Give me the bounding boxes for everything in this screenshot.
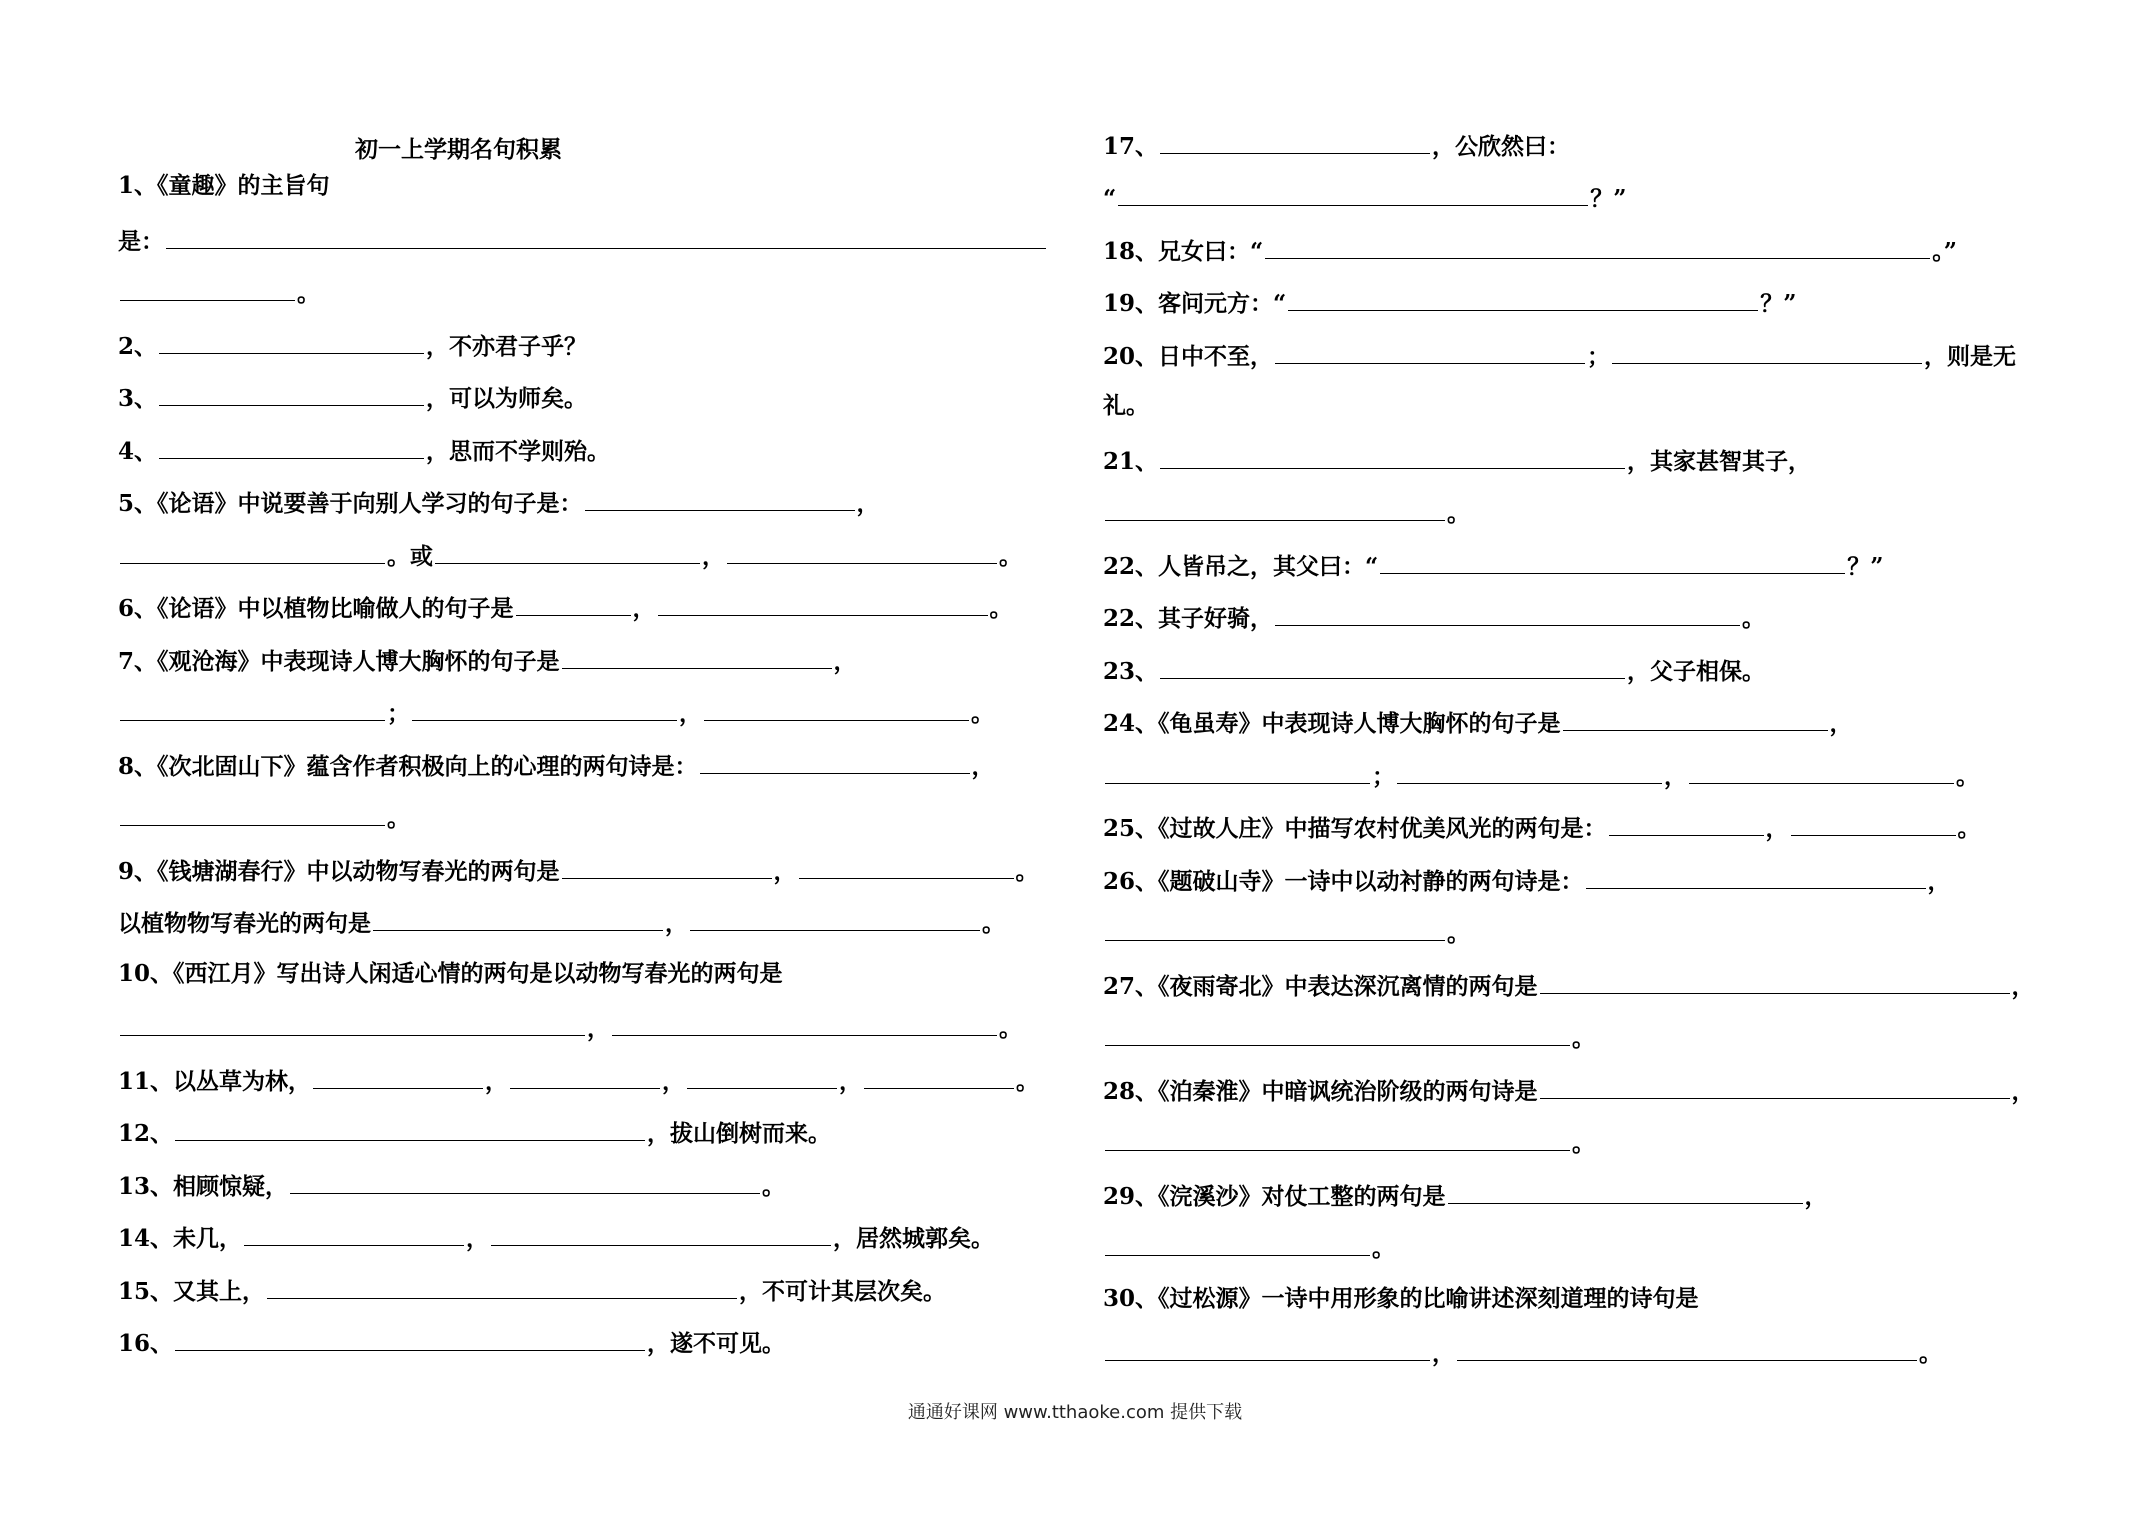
answer-blank[interactable] <box>1105 1335 1430 1361</box>
question-text: ， <box>2011 973 2035 1000</box>
answer-blank[interactable] <box>516 590 631 616</box>
answer-blank[interactable] <box>1105 915 1445 941</box>
question-text: 14、未几， <box>118 1225 243 1252</box>
answer-blank[interactable] <box>1689 758 1954 784</box>
question-text: 1、《童趣》的主旨句 <box>118 172 330 199</box>
question-text: ， <box>587 1015 610 1042</box>
question-line <box>1103 1230 1395 1265</box>
question-text: ，遂不可见。 <box>647 1330 786 1357</box>
answer-blank[interactable] <box>1540 1073 2010 1099</box>
answer-blank[interactable] <box>412 695 677 721</box>
question-text: 。” <box>1932 238 1957 265</box>
question-text: 。 <box>1572 1130 1595 1157</box>
answer-blank[interactable] <box>562 643 832 669</box>
question-text: ， <box>485 1068 509 1095</box>
question-text: 13、相顾惊疑， <box>118 1173 289 1200</box>
question-text: ， <box>665 910 688 937</box>
question-text: ， <box>662 1068 686 1095</box>
question-text: 16、 <box>118 1330 174 1357</box>
question-line <box>118 695 994 730</box>
question-line <box>1103 128 1570 163</box>
question-line <box>118 223 1048 258</box>
question-line <box>118 538 1022 573</box>
answer-blank[interactable] <box>373 905 663 931</box>
question-text: 。 <box>989 595 1013 622</box>
question-line <box>1103 495 1470 530</box>
question-text: 礼。 <box>1103 392 1149 419</box>
question-text: 。 <box>1572 1025 1595 1052</box>
question-text: ， <box>1804 1183 1828 1210</box>
question-text: 9、《钱塘湖春行》中以动物写春光的两句是 <box>118 858 560 885</box>
question-text: ？” <box>1847 553 1884 580</box>
question-line <box>1103 180 1626 215</box>
question-text: 12、 <box>118 1120 174 1147</box>
answer-blank[interactable] <box>1118 180 1588 206</box>
left-column <box>118 0 1053 1400</box>
question-text: 2、 <box>118 333 158 360</box>
question-text: 22、人皆吊之，其父曰：“ <box>1103 553 1379 580</box>
question-text: ； <box>1372 763 1395 790</box>
question-line <box>118 1220 994 1255</box>
answer-blank[interactable] <box>1105 758 1370 784</box>
question-line <box>1103 1125 1595 1160</box>
question-line <box>118 1168 785 1203</box>
question-line <box>1103 653 1765 688</box>
question-text: 8、《次北固山下》蕴含作者积极向上的心理的两句诗是： <box>118 753 698 780</box>
question-text: ？” <box>1590 185 1627 212</box>
answer-blank[interactable] <box>799 853 1014 879</box>
question-text: 。 <box>1956 763 1979 790</box>
question-text: 。 <box>971 700 994 727</box>
answer-blank[interactable] <box>166 223 1046 249</box>
answer-blank[interactable] <box>1612 338 1922 364</box>
answer-blank[interactable] <box>1586 863 1926 889</box>
question-text: 28、《泊秦淮》中暗讽统治阶级的两句诗是 <box>1103 1078 1538 1105</box>
question-text: ， <box>1664 763 1687 790</box>
question-text: 。 <box>1015 858 1039 885</box>
question-line <box>1103 1073 2035 1108</box>
question-text: ？” <box>1760 290 1797 317</box>
question-text: 18、兄女曰：“ <box>1103 238 1264 265</box>
document-title: 初一上学期名句积累 <box>355 136 562 163</box>
question-line <box>118 1010 1022 1045</box>
question-text: ， <box>773 858 797 885</box>
question-line <box>1103 338 2016 373</box>
question-line <box>118 1063 1039 1098</box>
question-text: 。 <box>387 805 410 832</box>
question-text: 10、《西江月》写出诗人闲适心情的两句是以动物写春光的两句是 <box>118 960 783 987</box>
question-line <box>118 853 1039 888</box>
question-text: 是： <box>118 228 164 255</box>
question-text: 20、日中不至， <box>1103 343 1274 370</box>
question-text: 。 <box>999 543 1022 570</box>
answer-blank[interactable] <box>175 1325 645 1351</box>
question-text: 4、 <box>118 438 158 465</box>
question-text: 。 <box>762 1173 786 1200</box>
question-line <box>118 433 610 468</box>
question-text: 26、《题破山寺》一诗中以动衬静的两句诗是： <box>1103 868 1584 895</box>
question-line <box>1103 705 1853 740</box>
question-text: 19、客问元方：“ <box>1103 290 1287 317</box>
question-text: ， <box>1765 815 1789 842</box>
question-text: ； <box>1587 343 1611 370</box>
question-text: ， <box>632 595 656 622</box>
answer-blank[interactable] <box>1160 443 1625 469</box>
answer-blank[interactable] <box>562 853 772 879</box>
answer-blank[interactable] <box>120 1010 585 1036</box>
question-text: 。 <box>999 1015 1022 1042</box>
question-text: ， <box>702 543 725 570</box>
question-text: 17、 <box>1103 133 1159 160</box>
question-line <box>118 1273 946 1308</box>
question-line <box>1103 443 1811 478</box>
answer-blank[interactable] <box>120 695 385 721</box>
answer-blank[interactable] <box>510 1063 660 1089</box>
answer-blank[interactable] <box>1160 653 1625 679</box>
answer-blank[interactable] <box>658 590 988 616</box>
question-text: ， <box>971 753 995 780</box>
question-text: 22、其子好骑， <box>1103 605 1274 632</box>
answer-blank[interactable] <box>1609 810 1764 836</box>
footer-credit: 通通好课网 www.tthaoke.com 提供下载 <box>907 1402 1243 1423</box>
answer-blank[interactable] <box>491 1220 831 1246</box>
question-line <box>118 328 587 363</box>
question-line <box>118 275 320 310</box>
question-text: “ <box>1103 185 1117 212</box>
question-line <box>118 800 410 835</box>
question-text: ， <box>2011 1078 2035 1105</box>
question-line <box>1103 233 1957 268</box>
question-text: 25、《过故人庄》中描写农村优美风光的两句是： <box>1103 815 1607 842</box>
question-line <box>1103 810 1981 845</box>
question-text: ， <box>1927 868 1951 895</box>
answer-blank[interactable] <box>1397 758 1662 784</box>
answer-blank[interactable] <box>159 328 424 354</box>
answer-blank[interactable] <box>1265 233 1930 259</box>
question-text: 。或 <box>387 543 433 570</box>
right-column <box>1103 0 2038 1400</box>
question-line <box>1103 1283 1699 1315</box>
question-text: 5、《论语》中说要善于向别人学习的句子是： <box>118 490 583 517</box>
answer-blank[interactable] <box>435 538 700 564</box>
question-text: 21、 <box>1103 448 1159 475</box>
answer-blank[interactable] <box>1448 1178 1803 1204</box>
question-text: ，不亦君子乎？ <box>426 333 588 360</box>
question-line <box>118 380 587 415</box>
answer-blank[interactable] <box>1105 1230 1370 1256</box>
answer-blank[interactable] <box>1288 285 1758 311</box>
question-line <box>1103 1178 1828 1213</box>
answer-blank[interactable] <box>1380 548 1845 574</box>
answer-blank[interactable] <box>175 1115 645 1141</box>
question-line <box>118 643 857 678</box>
question-text: 30、《过松源》一诗中用形象的比喻讲述深刻道理的诗句是 <box>1103 1285 1699 1312</box>
question-text: ， <box>679 700 702 727</box>
answer-blank[interactable] <box>120 538 385 564</box>
question-text: ，父子相保。 <box>1627 658 1766 685</box>
question-text: 。 <box>1742 605 1766 632</box>
question-text: 15、又其上， <box>118 1278 266 1305</box>
question-line <box>1103 915 1470 950</box>
answer-blank[interactable] <box>159 380 424 406</box>
question-text: 3、 <box>118 385 158 412</box>
answer-blank[interactable] <box>585 485 855 511</box>
question-text: 。 <box>1447 920 1470 947</box>
question-text: 7、《观沧海》中表现诗人博大胸怀的句子是 <box>118 648 560 675</box>
question-text: ，公欣然曰： <box>1432 133 1571 160</box>
question-text: 6、《论语》中以植物比喻做人的句子是 <box>118 595 514 622</box>
answer-blank[interactable] <box>1791 810 1956 836</box>
question-text: ， <box>1432 1340 1455 1367</box>
answer-blank[interactable] <box>267 1273 737 1299</box>
answer-blank[interactable] <box>120 800 385 826</box>
question-text: ，居然城郭矣。 <box>833 1225 995 1252</box>
question-line <box>1103 600 1765 635</box>
question-text: ， <box>1829 710 1853 737</box>
answer-blank[interactable] <box>1275 600 1740 626</box>
question-text: ，拔山倒树而来。 <box>647 1120 832 1147</box>
question-line <box>118 958 783 990</box>
question-text: 。 <box>1919 1340 1942 1367</box>
question-line <box>1103 1020 1595 1055</box>
question-line <box>1103 390 1149 422</box>
question-text: ， <box>466 1225 490 1252</box>
question-line <box>118 748 995 783</box>
question-text: ， <box>839 1068 863 1095</box>
question-line <box>1103 548 1883 583</box>
question-line <box>1103 285 1796 320</box>
question-line <box>1103 1335 1942 1370</box>
answer-blank[interactable] <box>704 695 969 721</box>
question-text: 以植物物写春光的两句是 <box>118 910 371 937</box>
question-line <box>1103 863 1951 898</box>
answer-blank[interactable] <box>1105 1125 1570 1151</box>
answer-blank[interactable] <box>700 748 970 774</box>
question-text: 。 <box>1372 1235 1395 1262</box>
answer-blank[interactable] <box>244 1220 464 1246</box>
question-text: 11、以丛草为林， <box>118 1068 312 1095</box>
answer-blank[interactable] <box>1160 128 1430 154</box>
question-line <box>1103 968 2035 1003</box>
question-text: ，思而不学则殆。 <box>426 438 611 465</box>
answer-blank[interactable] <box>1563 705 1828 731</box>
answer-blank[interactable] <box>120 275 295 301</box>
question-line <box>118 905 1005 940</box>
question-text: 。 <box>297 280 320 307</box>
answer-blank[interactable] <box>290 1168 760 1194</box>
answer-blank[interactable] <box>687 1063 837 1089</box>
question-text: 29、《浣溪沙》对仗工整的两句是 <box>1103 1183 1446 1210</box>
question-text: ； <box>387 700 410 727</box>
question-text: 。 <box>1016 1068 1040 1095</box>
answer-blank[interactable] <box>1457 1335 1917 1361</box>
question-text: ， <box>833 648 857 675</box>
answer-blank[interactable] <box>690 905 980 931</box>
question-line <box>118 485 880 520</box>
answer-blank[interactable] <box>1540 968 2010 994</box>
question-line <box>118 1325 785 1360</box>
question-line <box>118 170 330 202</box>
question-text: ， <box>856 490 880 517</box>
answer-blank[interactable] <box>313 1063 483 1089</box>
answer-blank[interactable] <box>1105 1020 1570 1046</box>
question-line <box>118 590 1013 625</box>
question-text: 。 <box>1957 815 1981 842</box>
question-text: ，可以为师矣。 <box>426 385 588 412</box>
answer-blank[interactable] <box>1275 338 1585 364</box>
question-text: 。 <box>1447 500 1470 527</box>
question-text: 23、 <box>1103 658 1159 685</box>
answer-blank[interactable] <box>1105 495 1445 521</box>
answer-blank[interactable] <box>727 538 997 564</box>
question-line <box>118 1115 831 1150</box>
question-line <box>1103 758 1979 793</box>
question-text: ，则是无 <box>1924 343 2017 370</box>
answer-blank[interactable] <box>864 1063 1014 1089</box>
question-text: 27、《夜雨寄北》中表达深沉离情的两句是 <box>1103 973 1538 1000</box>
question-text: 。 <box>982 910 1005 937</box>
answer-blank[interactable] <box>159 433 424 459</box>
question-text: ，其家甚智其子， <box>1627 448 1812 475</box>
question-text: 24、《龟虽寿》中表现诗人博大胸怀的句子是 <box>1103 710 1561 737</box>
question-text: ，不可计其层次矣。 <box>739 1278 947 1305</box>
answer-blank[interactable] <box>612 1010 997 1036</box>
